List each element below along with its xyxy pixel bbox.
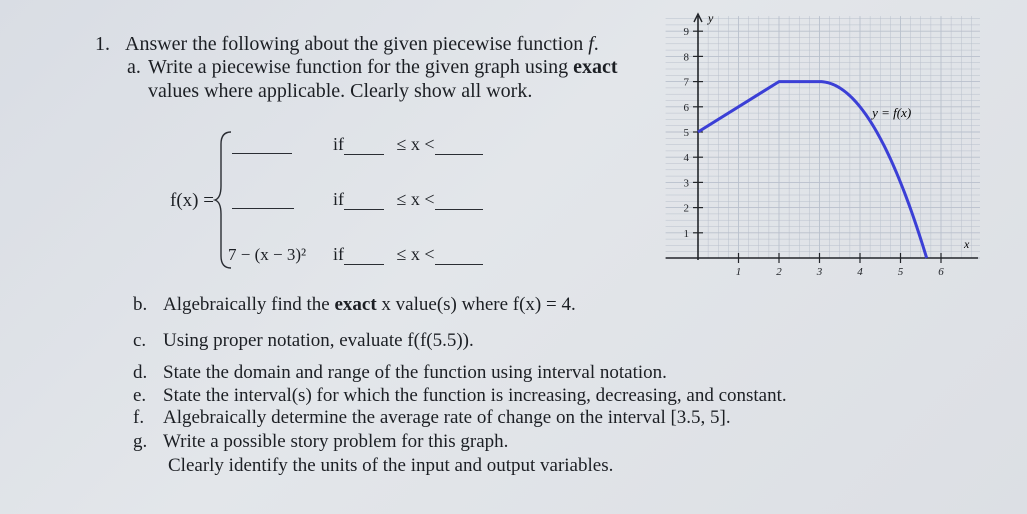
- question-prompt: Answer the following about the given piecewise function f.: [125, 33, 599, 55]
- y-tick-label-9: 9: [683, 26, 689, 39]
- part-b: b. Algebraically find the exact x value(s) where f(x) = 4.: [133, 294, 576, 315]
- y-tick-label-1: 1: [683, 227, 689, 240]
- y-axis-label: y: [708, 11, 714, 25]
- graph-grid: [666, 16, 980, 258]
- part-f: f. Algebraically determine the average rate of change on the interval [3.5, 5].: [133, 407, 731, 428]
- x-tick-label-1: 1: [735, 266, 742, 278]
- x-tick-label-5: 5: [897, 266, 904, 278]
- x-axis-label: x: [964, 237, 970, 251]
- part-e: e. State the interval(s) for which the function is increasing, decreasing, and constant.: [133, 385, 787, 406]
- graph-axes: [666, 14, 978, 260]
- case-2-condition: if ≤ x <: [333, 189, 483, 210]
- part-a-line1: Write a piecewise function for the given graph using exact: [148, 56, 618, 78]
- case-3-condition: if ≤ x <: [333, 244, 483, 265]
- case-2-upper-blank[interactable]: [435, 191, 483, 210]
- curve-label: y = f(x): [872, 104, 912, 120]
- part-a-line2: values where applicable. Clearly show all work.: [148, 80, 533, 102]
- y-tick-label-5: 5: [683, 127, 689, 139]
- y-tick-label-7: 7: [683, 76, 689, 89]
- x-tick-label-6: 6: [938, 266, 944, 278]
- case-1-condition: if ≤ x <: [333, 134, 483, 155]
- case-1-expr-blank[interactable]: [232, 135, 292, 154]
- question-number: 1.: [95, 33, 110, 55]
- part-a-letter: a.: [127, 56, 141, 78]
- case-1-upper-blank[interactable]: [435, 136, 483, 155]
- y-tick-label-6: 6: [683, 101, 689, 114]
- case-3-upper-blank[interactable]: [435, 246, 483, 265]
- y-tick-label-8: 8: [683, 51, 689, 64]
- case-3-expr: 7 − (x − 3)²: [228, 245, 307, 264]
- part-c: c. Using proper notation, evaluate f(f(5.5)).: [133, 330, 474, 351]
- function-graph: [650, 10, 980, 285]
- x-tick-label-4: 4: [857, 266, 863, 278]
- y-tick-label-2: 2: [683, 202, 689, 215]
- y-tick-label-4: 4: [683, 152, 689, 165]
- part-g: g. Write a possible story problem for this graph.: [133, 431, 509, 452]
- part-g-line2: Clearly identify the units of the input and output variables.: [168, 455, 614, 476]
- case-2-expr-blank[interactable]: [232, 190, 294, 209]
- graph-ticks: [684, 26, 945, 278]
- y-tick-label-3: 3: [683, 177, 689, 190]
- piecewise-label: f(x) =: [170, 190, 214, 211]
- part-d: d. State the domain and range of the function using interval notation.: [133, 362, 667, 383]
- case-2-lower-blank[interactable]: [344, 191, 384, 210]
- x-tick-label-3: 3: [816, 266, 823, 278]
- x-tick-label-2: 2: [776, 266, 782, 278]
- case-1-lower-blank[interactable]: [344, 136, 384, 155]
- case-3-lower-blank[interactable]: [344, 246, 384, 265]
